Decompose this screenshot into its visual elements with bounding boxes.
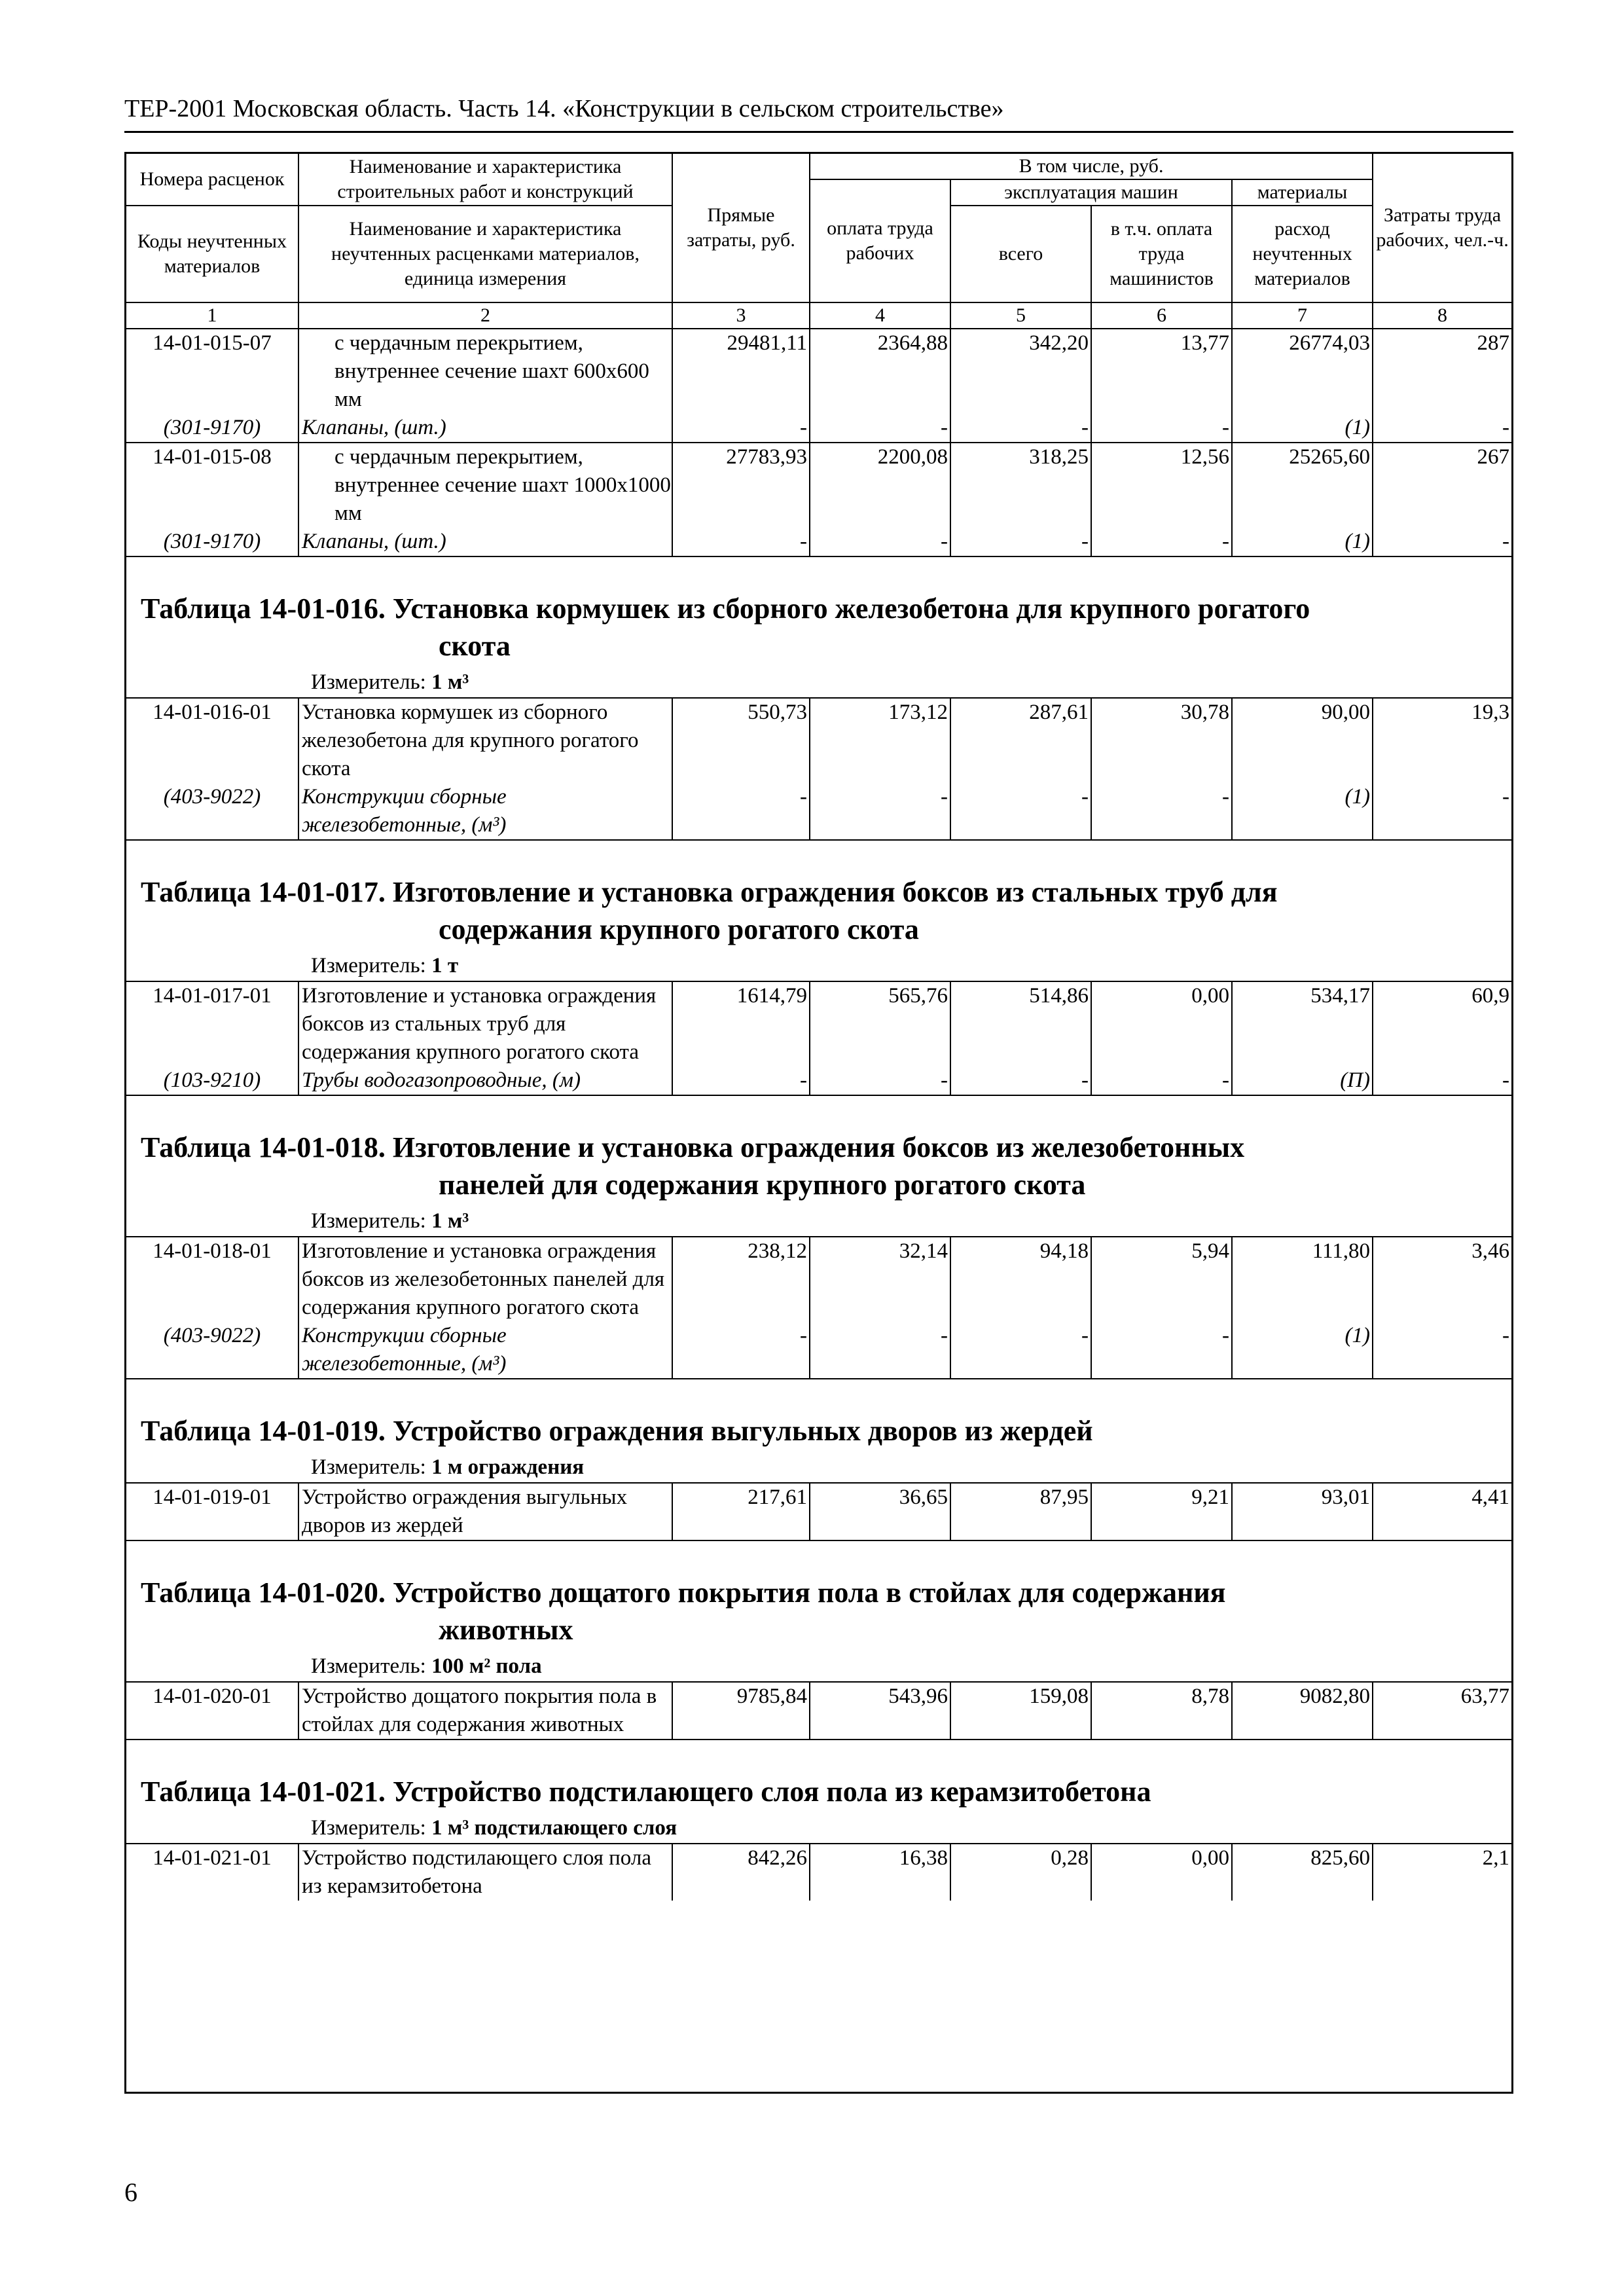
rates-table-016 bbox=[126, 697, 1511, 841]
header-rate-numbers: Номера расценок bbox=[126, 154, 298, 206]
rate-name: Изготовление и установка ограждения боксов из стальных труб для содержания крупного рогатого скота bbox=[298, 981, 672, 1066]
section-title bbox=[141, 1574, 1490, 1649]
measure-value: 1 м ограждения bbox=[431, 1455, 585, 1479]
dash: - bbox=[1373, 1322, 1511, 1379]
rate-name: Установка кормушек из сборного железобетона для крупного рогатого скота bbox=[298, 698, 672, 783]
table-row bbox=[126, 698, 1511, 783]
section-title bbox=[141, 1412, 1490, 1449]
material-quantity: (1) bbox=[1232, 783, 1373, 840]
table-row bbox=[126, 1483, 1511, 1540]
labor-hours: 2,1 bbox=[1373, 1844, 1511, 1901]
material-quantity: (1) bbox=[1232, 1322, 1373, 1379]
table-row bbox=[126, 443, 1511, 528]
column-number: 3 bbox=[672, 302, 810, 329]
wages: 173,12 bbox=[810, 698, 950, 783]
column-number: 7 bbox=[1232, 302, 1373, 329]
machines-total: 94,18 bbox=[950, 1237, 1091, 1322]
rates-table-019 bbox=[126, 1482, 1511, 1541]
section-title-line: Таблица 14-01-020. Устройство дощатого покрытия пола в стойлах для содержания bbox=[141, 1576, 1226, 1609]
materials: 90,00 bbox=[1232, 698, 1373, 783]
rate-code: 14-01-018-01 bbox=[126, 1237, 298, 1322]
section-title bbox=[141, 873, 1490, 948]
wages: 16,38 bbox=[810, 1844, 950, 1901]
section-title bbox=[141, 590, 1490, 665]
machines-total: 318,25 bbox=[950, 443, 1091, 528]
table-row bbox=[126, 1237, 1511, 1322]
dash: - bbox=[672, 528, 810, 556]
labor-hours: 267 bbox=[1373, 443, 1511, 528]
dash: - bbox=[810, 783, 950, 840]
column-number: 4 bbox=[810, 302, 950, 329]
material-row bbox=[126, 528, 1511, 556]
section-title-block bbox=[126, 557, 1511, 696]
measure-unit bbox=[141, 952, 1490, 979]
rate-name: Устройство ограждения выгульных дворов из жердей bbox=[298, 1483, 672, 1540]
materials: 26774,03 bbox=[1232, 329, 1373, 414]
labor-hours: 63,77 bbox=[1373, 1682, 1511, 1740]
dash: - bbox=[950, 414, 1091, 443]
dash: - bbox=[1373, 1066, 1511, 1095]
direct-costs: 842,26 bbox=[672, 1844, 810, 1901]
column-number: 6 bbox=[1091, 302, 1232, 329]
material-name: Конструкции сборные железобетонные, (м³) bbox=[298, 783, 672, 840]
measure-label: Измеритель: bbox=[311, 1209, 432, 1233]
section-title-line: Таблица 14-01-018. Изготовление и установка ограждения боксов из железобетонных bbox=[141, 1131, 1245, 1163]
section-title-block bbox=[126, 1740, 1511, 1842]
dash: - bbox=[672, 414, 810, 443]
dash: - bbox=[1091, 1322, 1232, 1379]
column-number: 8 bbox=[1373, 302, 1511, 329]
header-materials-group: материалы bbox=[1232, 179, 1373, 206]
machinist-wages: 12,56 bbox=[1091, 443, 1232, 528]
header-direct-costs: Прямые затраты, руб. bbox=[672, 154, 810, 302]
rate-name: Устройство подстилающего слоя пола из керамзитобетона bbox=[298, 1844, 672, 1901]
section-title-line: панелей для содержания крупного рогатого скота bbox=[439, 1169, 1086, 1201]
material-name: Конструкции сборные железобетонные, (м³) bbox=[298, 1322, 672, 1379]
material-name: Клапаны, (шт.) bbox=[298, 528, 672, 556]
machinist-wages: 5,94 bbox=[1091, 1237, 1232, 1322]
dash: - bbox=[1373, 414, 1511, 443]
machines-total: 159,08 bbox=[950, 1682, 1091, 1740]
direct-costs: 550,73 bbox=[672, 698, 810, 783]
dash: - bbox=[810, 528, 950, 556]
page-header: ТЕР-2001 Московская область. Часть 14. «Конструкции в сельском строительстве» bbox=[124, 95, 1004, 122]
dash: - bbox=[1373, 783, 1511, 840]
material-code: (103-9210) bbox=[126, 1066, 298, 1095]
material-code: (403-9022) bbox=[126, 1322, 298, 1379]
header-machinist-wages: в т.ч. оплата труда машинистов bbox=[1091, 206, 1232, 302]
material-row bbox=[126, 414, 1511, 443]
machinist-wages: 0,00 bbox=[1091, 1844, 1232, 1901]
section-title-block bbox=[126, 1541, 1511, 1680]
rates-table-017 bbox=[126, 981, 1511, 1096]
wages: 2364,88 bbox=[810, 329, 950, 414]
material-code: (403-9022) bbox=[126, 783, 298, 840]
direct-costs: 1614,79 bbox=[672, 981, 810, 1066]
labor-hours: 19,3 bbox=[1373, 698, 1511, 783]
table-row bbox=[126, 1682, 1511, 1740]
measure-unit bbox=[141, 1814, 1490, 1842]
material-row bbox=[126, 1322, 1511, 1379]
material-code: (301-9170) bbox=[126, 414, 298, 443]
dash: - bbox=[950, 528, 1091, 556]
section-title-block bbox=[126, 1379, 1511, 1481]
dash: - bbox=[672, 783, 810, 840]
measure-label: Измеритель: bbox=[311, 1816, 432, 1840]
section-title-block bbox=[126, 841, 1511, 979]
header-machines-total: всего bbox=[950, 206, 1091, 302]
machinist-wages: 8,78 bbox=[1091, 1682, 1232, 1740]
machines-total: 287,61 bbox=[950, 698, 1091, 783]
section-title bbox=[141, 1773, 1490, 1810]
dash: - bbox=[1091, 414, 1232, 443]
section-title-line: скота bbox=[439, 630, 511, 662]
wages: 543,96 bbox=[810, 1682, 950, 1740]
direct-costs: 217,61 bbox=[672, 1483, 810, 1540]
material-name: Клапаны, (шт.) bbox=[298, 414, 672, 443]
table-row bbox=[126, 1844, 1511, 1901]
dash: - bbox=[672, 1066, 810, 1095]
measure-unit bbox=[141, 1207, 1490, 1235]
header-material-codes: Коды неучтенных материалов bbox=[126, 206, 298, 302]
wages: 32,14 bbox=[810, 1237, 950, 1322]
material-quantity: (П) bbox=[1232, 1066, 1373, 1095]
table-header bbox=[126, 154, 1511, 329]
measure-value: 1 м³ bbox=[431, 1209, 469, 1233]
rate-code: 14-01-016-01 bbox=[126, 698, 298, 783]
measure-value: 1 м³ bbox=[431, 670, 469, 694]
material-code: (301-9170) bbox=[126, 528, 298, 556]
rate-name: с чердачным перекрытием, внутреннее сечение шахт 600х600 мм bbox=[298, 329, 672, 414]
section-title-line: Таблица 14-01-017. Изготовление и установка ограждения боксов из стальных труб для bbox=[141, 876, 1278, 908]
header-rule bbox=[124, 131, 1513, 133]
section-title-block bbox=[126, 1096, 1511, 1235]
section-title-line: животных bbox=[439, 1614, 573, 1646]
rate-code: 14-01-020-01 bbox=[126, 1682, 298, 1740]
wages: 565,76 bbox=[810, 981, 950, 1066]
dash: - bbox=[810, 414, 950, 443]
materials: 111,80 bbox=[1232, 1237, 1373, 1322]
measure-unit bbox=[141, 1453, 1490, 1481]
section-title-line: содержания крупного рогатого скота bbox=[439, 913, 919, 945]
section-title-line: Таблица 14-01-019. Устройство ограждения выгульных дворов из жердей bbox=[141, 1415, 1093, 1447]
rates-table-018 bbox=[126, 1236, 1511, 1379]
wages: 2200,08 bbox=[810, 443, 950, 528]
header-labor-costs: Затраты труда рабочих, чел.-ч. bbox=[1373, 154, 1511, 302]
section-title-line: Таблица 14-01-016. Установка кормушек из сборного железобетона для крупного рогатого bbox=[141, 592, 1310, 625]
dash: - bbox=[950, 1066, 1091, 1095]
measure-label: Измеритель: bbox=[311, 670, 432, 694]
column-number: 5 bbox=[950, 302, 1091, 329]
machines-total: 87,95 bbox=[950, 1483, 1091, 1540]
machinist-wages: 9,21 bbox=[1091, 1483, 1232, 1540]
rate-code: 14-01-015-08 bbox=[126, 443, 298, 528]
dash: - bbox=[1373, 528, 1511, 556]
dash: - bbox=[1091, 1066, 1232, 1095]
wages: 36,65 bbox=[810, 1483, 950, 1540]
measure-unit bbox=[141, 668, 1490, 696]
section-title-line: Таблица 14-01-021. Устройство подстилающего слоя пола из керамзитобетона bbox=[141, 1776, 1151, 1808]
direct-costs: 238,12 bbox=[672, 1237, 810, 1322]
header-machines-group: эксплуатация машин bbox=[950, 179, 1232, 206]
materials: 9082,80 bbox=[1232, 1682, 1373, 1740]
material-row bbox=[126, 1066, 1511, 1095]
labor-hours: 287 bbox=[1373, 329, 1511, 414]
measure-label: Измеритель: bbox=[311, 1455, 432, 1479]
machines-total: 342,20 bbox=[950, 329, 1091, 414]
labor-hours: 4,41 bbox=[1373, 1483, 1511, 1540]
direct-costs: 27783,93 bbox=[672, 443, 810, 528]
rate-code: 14-01-019-01 bbox=[126, 1483, 298, 1540]
measure-unit bbox=[141, 1652, 1490, 1680]
document-frame bbox=[124, 152, 1513, 2094]
header-material-name: Наименование и характеристика неучтенных расценками материалов, единица измерения bbox=[298, 206, 672, 302]
dash: - bbox=[950, 1322, 1091, 1379]
rate-code: 14-01-017-01 bbox=[126, 981, 298, 1066]
material-row bbox=[126, 783, 1511, 840]
measure-value: 1 м³ подстилающего слоя bbox=[431, 1816, 677, 1840]
rate-code: 14-01-015-07 bbox=[126, 329, 298, 414]
section-title bbox=[141, 1129, 1490, 1203]
dash: - bbox=[1091, 783, 1232, 840]
rate-code: 14-01-021-01 bbox=[126, 1844, 298, 1901]
rates-table-021 bbox=[126, 1843, 1511, 1901]
machines-total: 0,28 bbox=[950, 1844, 1091, 1901]
rates-table-020 bbox=[126, 1681, 1511, 1740]
labor-hours: 60,9 bbox=[1373, 981, 1511, 1066]
direct-costs: 9785,84 bbox=[672, 1682, 810, 1740]
machinist-wages: 0,00 bbox=[1091, 981, 1232, 1066]
measure-label: Измеритель: bbox=[311, 1654, 432, 1678]
rate-name: Изготовление и установка ограждения боксов из железобетонных панелей для содержания крупного рогатого скота bbox=[298, 1237, 672, 1322]
materials: 825,60 bbox=[1232, 1844, 1373, 1901]
rate-name: Устройство дощатого покрытия пола в стойлах для содержания животных bbox=[298, 1682, 672, 1740]
materials: 534,17 bbox=[1232, 981, 1373, 1066]
measure-label: Измеритель: bbox=[311, 954, 432, 977]
dash: - bbox=[672, 1322, 810, 1379]
material-name: Трубы водогазопроводные, (м) bbox=[298, 1066, 672, 1095]
material-quantity: (1) bbox=[1232, 414, 1373, 443]
materials: 25265,60 bbox=[1232, 443, 1373, 528]
column-numbers bbox=[126, 302, 1511, 329]
measure-value: 1 т bbox=[431, 954, 459, 977]
header-wages: оплата труда рабочих bbox=[810, 179, 950, 302]
direct-costs: 29481,11 bbox=[672, 329, 810, 414]
rates-table-015 bbox=[126, 329, 1511, 557]
material-quantity: (1) bbox=[1232, 528, 1373, 556]
dash: - bbox=[810, 1322, 950, 1379]
machines-total: 514,86 bbox=[950, 981, 1091, 1066]
header-including: В том числе, руб. bbox=[810, 154, 1373, 179]
table-row bbox=[126, 329, 1511, 414]
header-work-name: Наименование и характеристика строительных работ и конструкций bbox=[298, 154, 672, 206]
dash: - bbox=[950, 783, 1091, 840]
column-number: 2 bbox=[298, 302, 672, 329]
column-number: 1 bbox=[126, 302, 298, 329]
table-row bbox=[126, 981, 1511, 1066]
dash: - bbox=[810, 1066, 950, 1095]
page-number: 6 bbox=[124, 2178, 137, 2207]
header-unaccounted-materials: расход неучтенных материалов bbox=[1232, 206, 1373, 302]
rate-name: с чердачным перекрытием, внутреннее сечение шахт 1000х1000 мм bbox=[298, 443, 672, 528]
labor-hours: 3,46 bbox=[1373, 1237, 1511, 1322]
measure-value: 100 м² пола bbox=[431, 1654, 542, 1678]
machinist-wages: 30,78 bbox=[1091, 698, 1232, 783]
machinist-wages: 13,77 bbox=[1091, 329, 1232, 414]
dash: - bbox=[1091, 528, 1232, 556]
materials: 93,01 bbox=[1232, 1483, 1373, 1540]
